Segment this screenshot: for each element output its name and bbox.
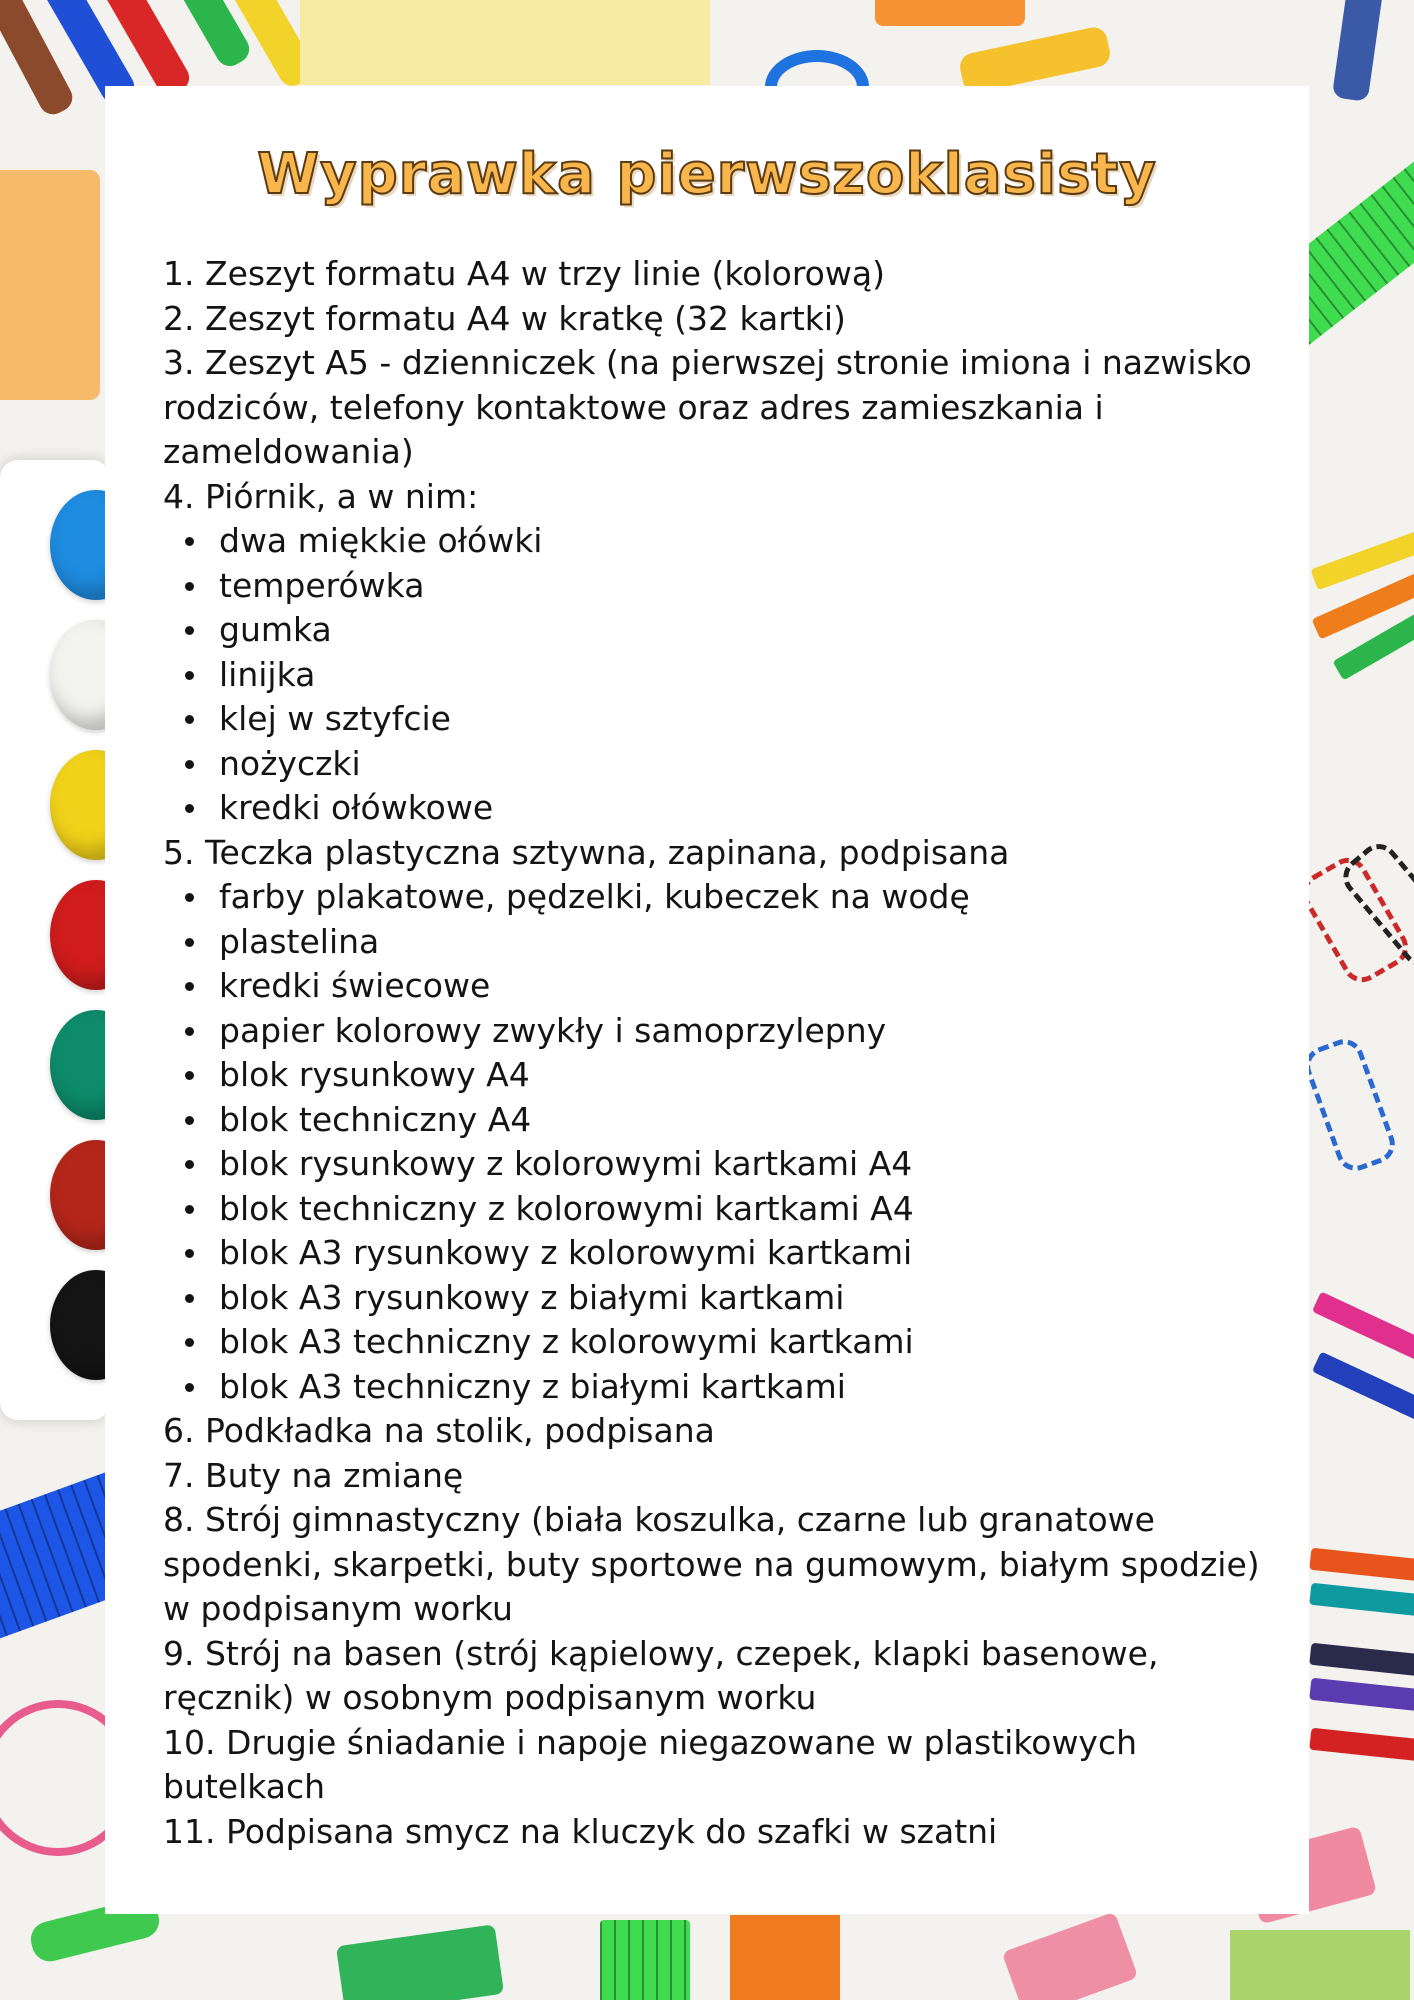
orange-pencil-2: [1309, 1548, 1414, 1585]
sublist-item-label: blok techniczny A4: [219, 1099, 532, 1139]
sublist-item-label: linijka: [219, 654, 316, 694]
bullet-icon: [185, 582, 194, 591]
bullet-icon: [185, 715, 194, 724]
light-green-note: [1230, 1930, 1410, 2000]
bullet-icon: [185, 1205, 194, 1214]
sublist-item-label: temperówka: [219, 565, 425, 605]
bullet-icon: [185, 1116, 194, 1125]
sublist-item: [163, 920, 1293, 965]
dark-pencil: [1309, 1643, 1414, 1680]
sublist-item-label: plastelina: [219, 921, 380, 961]
sublist-item: [163, 1098, 1293, 1143]
list-item: 4. Piórnik, a w nim:: [163, 476, 479, 516]
bullet-icon: [185, 537, 194, 546]
sublist-item-label: blok techniczny z kolorowymi kartkami A4: [219, 1188, 914, 1228]
bullet-icon: [185, 804, 194, 813]
sublist-item: [163, 742, 1293, 787]
sublist-item: [163, 519, 1293, 564]
bullet-icon: [185, 1383, 194, 1392]
teal-pencil: [1309, 1583, 1414, 1620]
sublist-item: [163, 1053, 1293, 1098]
orange-toy-shape: [875, 0, 1025, 26]
list-item: 2. Zeszyt formatu A4 w kratkę (32 kartki): [163, 298, 846, 338]
purple-pencil: [1309, 1678, 1414, 1715]
list-item: 10. Drugie śniadanie i napoje niegazowane w plastikowych butelkach: [163, 1722, 1138, 1806]
list-item: 8. Strój gimnastyczny (biała koszulka, czarne lub granatowe spodenki, skarpetki, buty sportowe na gumowym, białym spodzie) w podpisanym worku: [163, 1500, 1260, 1628]
bullet-icon: [185, 982, 194, 991]
orange-ruler: [730, 1915, 840, 2000]
sublist-item-label: dwa miękkie ołówki: [219, 521, 543, 560]
sublist-item-label: nożyczki: [219, 743, 361, 783]
sublist-item-label: blok rysunkowy A4: [219, 1055, 530, 1094]
bullet-icon: [185, 760, 194, 769]
sublist-item: [163, 1187, 1293, 1232]
pink-eraser-bottom: [1002, 1912, 1139, 2000]
bullet-icon: [185, 671, 194, 680]
pencil-case-sublist: [163, 519, 1293, 831]
sublist-item-label: blok A3 rysunkowy z kolorowymi kartkami: [219, 1233, 913, 1272]
sublist-item-label: kredki świecowe: [219, 966, 491, 1005]
green-ruler-bottom: [600, 1920, 690, 2000]
sublist-item: [163, 697, 1293, 742]
sublist-item: [163, 964, 1293, 1009]
orange-eraser: [0, 170, 100, 400]
sublist-item-label: farby plakatowe, pędzelki, kubeczek na wodę: [219, 877, 970, 916]
bullet-icon: [185, 1294, 194, 1303]
blue-pencil: [1312, 1351, 1414, 1430]
sublist-item-label: papier kolorowy zwykły i samoprzylepny: [219, 1010, 887, 1050]
sublist-item-label: blok A3 rysunkowy z białymi kartkami: [219, 1277, 845, 1317]
pen: [1332, 0, 1384, 102]
sublist-item: [163, 1142, 1293, 1187]
red-pencil: [1309, 1728, 1414, 1765]
bullet-icon: [185, 1160, 194, 1169]
sublist-item-label: klej w sztyfcie: [219, 699, 451, 738]
yellow-toy-shape: [957, 25, 1112, 95]
sublist-item: [163, 1276, 1293, 1321]
bullet-icon: [185, 1071, 194, 1080]
sublist-item: [163, 786, 1293, 831]
document-sheet: [105, 86, 1309, 1914]
sublist-item: [163, 875, 1293, 920]
bullet-icon: [185, 893, 194, 902]
sublist-item-label: blok rysunkowy z kolorowymi kartkami A4: [219, 1144, 913, 1183]
list-item: 3. Zeszyt A5 - dzienniczek (na pierwszej stronie imiona i nazwisko rodziców, telefony kontaktowe oraz adres zamieszkania i zameldowania): [163, 343, 1252, 471]
sublist-item-label: blok A3 techniczny z białymi kartkami: [219, 1366, 846, 1406]
supply-list: [163, 252, 1293, 1854]
sticky-note: [300, 0, 710, 85]
bullet-icon: [185, 938, 194, 947]
bullet-icon: [185, 1249, 194, 1258]
sublist-item: [163, 653, 1293, 698]
list-item: 5. Teczka plastyczna sztywna, zapinana, podpisana: [163, 832, 1010, 872]
art-folder-sublist: [163, 875, 1293, 1409]
sublist-item: [163, 1009, 1293, 1054]
sublist-item: [163, 1365, 1293, 1410]
page-title: Wyprawka pierwszoklasisty: [257, 142, 1157, 207]
green-eraser: [336, 1924, 504, 2000]
sublist-item: [163, 564, 1293, 609]
sublist-item-label: blok A3 techniczny z kolorowymi kartkami: [219, 1322, 914, 1361]
list-item: 1. Zeszyt formatu A4 w trzy linie (kolorową): [163, 254, 885, 293]
sublist-item-label: kredki ołówkowe: [219, 788, 494, 827]
bullet-icon: [185, 1027, 194, 1036]
list-item: 6. Podkładka na stolik, podpisana: [163, 1411, 715, 1450]
bullet-icon: [185, 626, 194, 635]
list-item: 7. Buty na zmianę: [163, 1455, 464, 1495]
sublist-item: [163, 608, 1293, 653]
sublist-item-label: gumka: [219, 610, 332, 649]
list-item: 9. Strój na basen (strój kąpielowy, czepek, klapki basenowe, ręcznik) w osobnym podpisanym worku: [163, 1633, 1159, 1717]
bullet-icon: [185, 1338, 194, 1347]
sublist-item: [163, 1320, 1293, 1365]
sublist-item: [163, 1231, 1293, 1276]
list-item: 11. Podpisana smycz na kluczyk do szafki w szatni: [163, 1811, 998, 1851]
watercolor-palette: [0, 460, 110, 1420]
blue-paperclip: [1300, 1034, 1401, 1177]
